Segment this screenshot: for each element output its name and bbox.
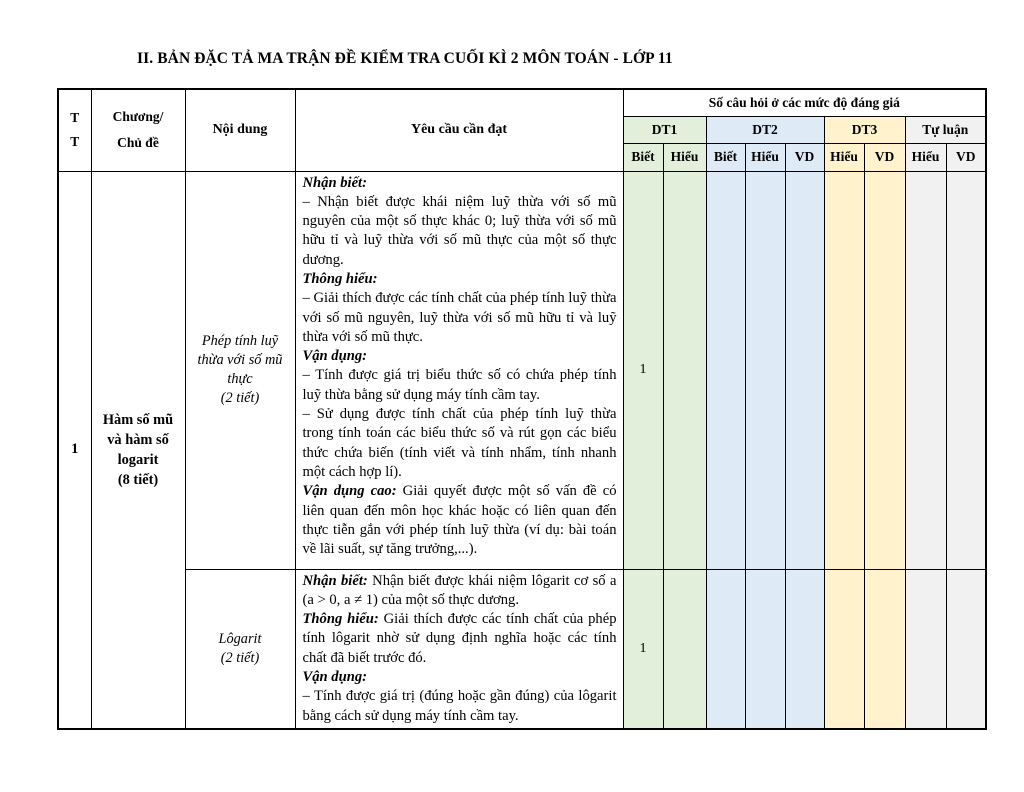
header-row-1 xyxy=(58,89,986,116)
content-duration: (2 tiết) xyxy=(220,390,260,406)
col-header-content: Nội dung xyxy=(185,89,295,171)
count-cell-dt2-hieu xyxy=(745,171,785,569)
count-cell-dt1-biet: 1 xyxy=(623,569,663,729)
level-header-dt3-hieu: Hiểu xyxy=(824,143,864,171)
matrix-table xyxy=(57,88,987,730)
count-cell-dt3-vd xyxy=(864,569,905,729)
count-cell-dt2-vd xyxy=(785,171,824,569)
count-cell-essay-hieu xyxy=(905,171,946,569)
count-cell-essay-vd xyxy=(946,171,986,569)
col-header-requirements: Yêu cầu cần đạt xyxy=(295,89,623,171)
level-header-dt3-vd: VD xyxy=(864,143,905,171)
count-cell-dt2-hieu xyxy=(745,569,785,729)
chapter-header-line: Chương/ xyxy=(112,109,164,125)
count-cell-dt2-vd xyxy=(785,569,824,729)
count-cell-dt1-hieu xyxy=(663,171,706,569)
chapter-cell xyxy=(91,171,185,729)
group-header-dt1: DT1 xyxy=(623,116,706,143)
count-cell-essay-vd xyxy=(946,569,986,729)
level-header-essay-hieu: Hiểu xyxy=(905,143,946,171)
col-header-chapter-topic xyxy=(91,89,185,171)
header-question-levels: Số câu hỏi ở các mức độ đáng giá xyxy=(623,89,986,116)
requirements-cell: Nhận biết: – Nhận biết được khái niệm luỹ thừa với số mũ nguyên của một số thực khác 0; luỹ thừa với số mũ hữu tỉ và luỹ thừa với số mũ thực của một số thực dương. Thông hiểu: – Giải thích được các tính chất của phép tính luỹ thừa với số mũ nguyên, luỹ thừa với số mũ hữu tỉ và luỹ thừa với số mũ thực. Vận dụng: – Tính được giá trị biểu thức số có chứa phép tính luỹ thừa bằng sử dụng máy tính cầm tay. – Sử dụng được tính chất của phép tính luỹ thừa trong tính toán các biểu thức số và rút gọn các biểu thức chứa biến (tính viết và tính nhẩm, tính nhanh một cách hợp lí). Vận dụng cao: Giải quyết được một số vấn đề có liên quan đến môn học khác hoặc có liên quan đến thực tiễn gắn với phép tính luỹ thừa (ví dụ: bài toán về lãi suất, sự tăng trưởng,...). xyxy=(295,171,623,569)
tt-line: T xyxy=(70,134,80,150)
content-cell xyxy=(185,171,295,569)
count-cell-essay-hieu xyxy=(905,569,946,729)
count-cell-dt1-hieu xyxy=(663,569,706,729)
content-name: Phép tính luỹ thừa với số mũ thực xyxy=(197,333,283,387)
level-header-dt2-hieu: Hiểu xyxy=(745,143,785,171)
count-cell-dt3-hieu xyxy=(824,569,864,729)
requirements-cell: Nhận biết: Nhận biết được khái niệm lôgarit cơ số a (a > 0, a ≠ 1) của một số thực dương. Thông hiểu: Giải thích được các tính chất của phép tính lôgarit nhờ sử dụng định nghĩa hoặc các tính chất đã biết trước đó. Vận dụng: – Tính được giá trị (đúng hoặc gần đúng) của lôgarit bằng cách sử dụng máy tính cầm tay. xyxy=(295,569,623,729)
level-header-dt2-vd: VD xyxy=(785,143,824,171)
level-header-dt1-hieu: Hiểu xyxy=(663,143,706,171)
content-duration: (2 tiết) xyxy=(220,649,260,666)
count-cell-dt1-biet: 1 xyxy=(623,171,663,569)
count-cell-dt2-biet xyxy=(706,569,745,729)
level-header-essay-vd: VD xyxy=(946,143,986,171)
body-row-2 xyxy=(58,569,986,729)
content-cell xyxy=(185,569,295,729)
chapter-name: Hàm số mũ và hàm số logarit xyxy=(102,411,174,468)
group-header-essay: Tự luận xyxy=(905,116,986,143)
chapter-header-line: Chủ đề xyxy=(117,135,159,151)
tt-line: T xyxy=(70,110,80,126)
level-header-dt1-biet: Biết xyxy=(623,143,663,171)
group-header-dt3: DT3 xyxy=(824,116,905,143)
chapter-duration: (8 tiết) xyxy=(117,471,159,488)
row-index-cell: 1 xyxy=(58,171,91,729)
level-header-dt2-biet: Biết xyxy=(706,143,745,171)
count-cell-dt3-hieu xyxy=(824,171,864,569)
body-row-1 xyxy=(58,171,986,569)
group-header-dt2: DT2 xyxy=(706,116,824,143)
count-cell-dt2-biet xyxy=(706,171,745,569)
col-header-tt xyxy=(58,89,91,171)
page-title: II. BẢN ĐẶC TẢ MA TRẬN ĐỀ KIỂM TRA CUỐI KÌ 2 MÔN TOÁN - LỚP 11 xyxy=(137,50,673,67)
content-name: Lôgarit xyxy=(218,630,262,647)
count-cell-dt3-vd xyxy=(864,171,905,569)
